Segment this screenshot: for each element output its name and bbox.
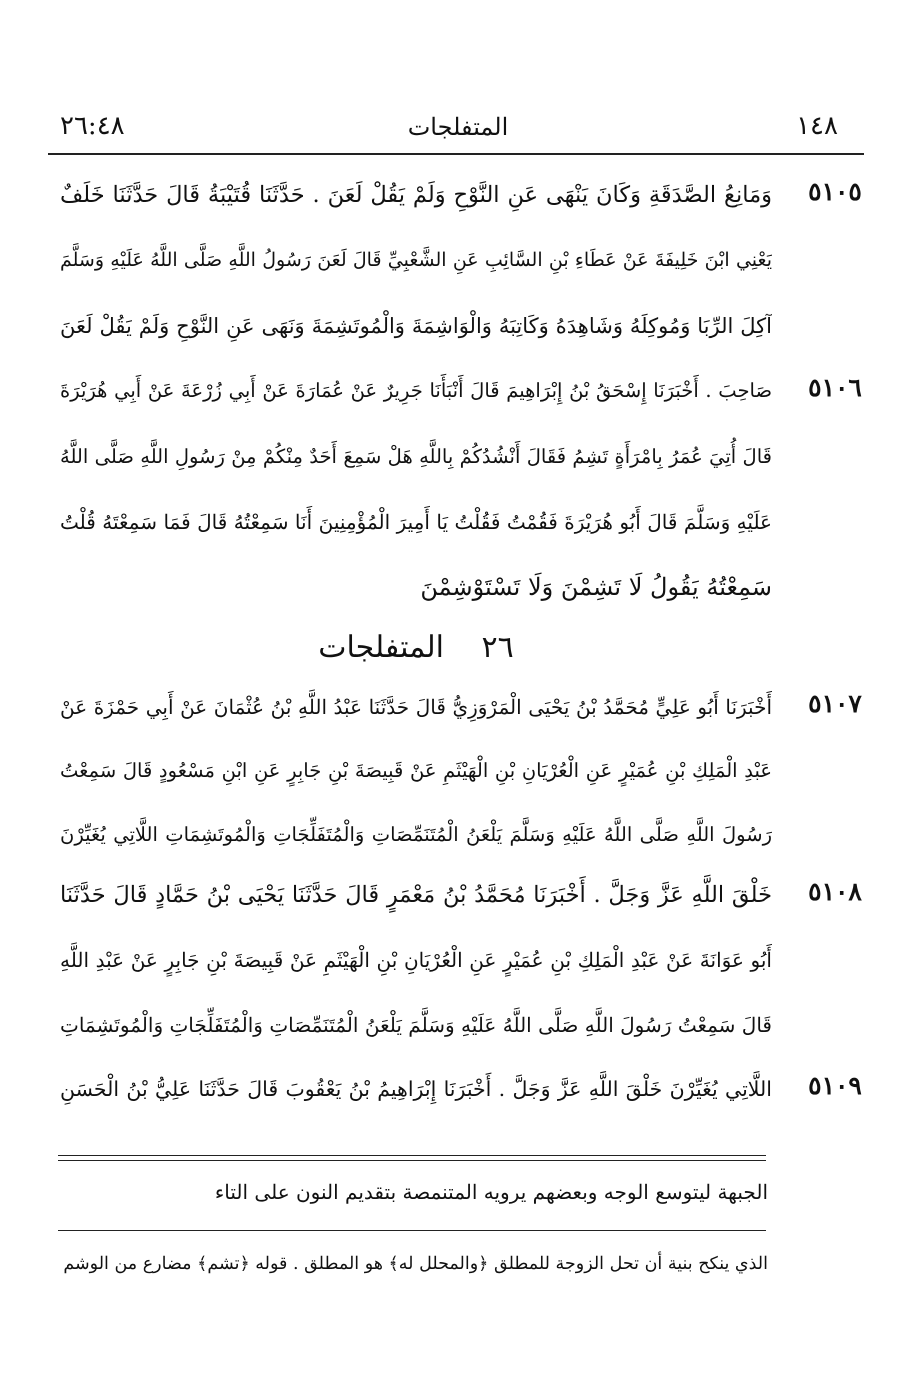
hadith-number-5106: ٥١٠٦: [808, 373, 862, 402]
running-title: المتفلجات: [407, 113, 509, 141]
text-line: عَلَيْهِ وَسَلَّمَ قَالَ أَبُو هُرَيْرَةَ فَقُمْتُ فَقُلْتُ يَا أَمِيرَ الْمُؤْمِنِينَ أَنَا سَمِعْتُهُ قَالَ فَمَا سَمِعْتَهُ قُلْتُ: [60, 510, 772, 534]
chapter-heading: [60, 630, 772, 665]
text-line: أَبُو عَوَانَةَ عَنْ عَبْدِ الْمَلِكِ بْنِ عُمَيْرٍ عَنِ الْعُرْيَانِ بْنِ الْهَيْثَمِ عَنْ قَبِيصَةَ بْنِ جَابِرٍ عَنْ عَبْدِ اللَّهِ: [60, 948, 772, 972]
footnote-line: الذي ينكح بنية أن تحل الزوجة للمطلق ﴿والمحلل له﴾ هو المطلق . قوله ﴿تشم﴾ مضارع من الوشم: [63, 1254, 768, 1274]
text-line: اللَّاتِي يُغَيِّرْنَ خَلْقَ اللَّهِ عَزَّ وَجَلَّ . أَخْبَرَنَا إِبْرَاهِيمُ بْنُ يَعْقُوبَ قَالَ حَدَّثَنَا عَلِيُّ بْنُ الْحَسَنِ: [60, 1077, 772, 1101]
footnote-divider: [58, 1155, 766, 1156]
hadith-number-5107: ٥١٠٧: [808, 689, 862, 718]
page-header: [48, 105, 868, 155]
text-line: رَسُولَ اللَّهِ صَلَّى اللَّهُ عَلَيْهِ وَسَلَّمَ يَلْعَنُ الْمُتَنَمِّصَاتِ وَالْمُتَفَلِّجَاتِ وَالْمُوتَشِمَاتِ اللَّاتِي يُغَيِّرْنَ: [60, 823, 772, 846]
chapter-number: ٢٦: [481, 630, 514, 665]
footnote-divider: [58, 1230, 766, 1231]
header-divider: [48, 153, 864, 155]
text-line: أَخْبَرَنَا أَبُو عَلِيٍّ مُحَمَّدُ بْنُ يَحْيَى الْمَرْوَزِيُّ قَالَ حَدَّثَنَا عَبْدُ اللَّهِ بْنُ عُثْمَانَ عَنْ أَبِي حَمْزَةَ عَنْ: [60, 695, 772, 719]
text-line: قَالَ أُتِيَ عُمَرُ بِامْرَأَةٍ تَشِمُ فَقَالَ أَنْشُدُكُمْ بِاللَّهِ هَلْ سَمِعَ أَحَدٌ مِنْكُمْ مِنْ رَسُولِ اللَّهِ صَلَّى اللَّهُ: [60, 445, 772, 468]
text-line: خَلْقَ اللَّهِ عَزَّ وَجَلَّ . أَخْبَرَنَا مُحَمَّدُ بْنُ مَعْمَرٍ قَالَ حَدَّثَنَا يَحْيَى بْنُ حَمَّادٍ قَالَ حَدَّثَنَا: [60, 882, 772, 908]
chapter-reference: ٢٦:٤٨: [60, 111, 125, 141]
text-line: صَاحِبَ . أَخْبَرَنَا إِسْحَقُ بْنُ إِبْرَاهِيمَ قَالَ أَنْبَأَنَا جَرِيرٌ عَنْ عُمَارَةَ عَنْ أَبِي زُرْعَةَ عَنْ أَبِي هُرَيْرَةَ: [60, 379, 772, 402]
text-line: عَبْدِ الْمَلِكِ بْنِ عُمَيْرٍ عَنِ الْعُرْيَانِ بْنِ الْهَيْثَمِ عَنْ قَبِيصَةَ بْنِ جَابِرٍ عَنِ ابْنِ مَسْعُودٍ قَالَ سَمِعْتُ: [60, 759, 772, 782]
hadith-number-5108: ٥١٠٨: [808, 877, 862, 906]
footnote-line: الجبهة ليتوسع الوجه وبعضهم يرويه المتنمصة بتقديم النون على التاء: [214, 1180, 768, 1204]
text-line: آكِلَ الرِّبَا وَمُوكِلَهُ وَشَاهِدَهُ وَكَاتِبَهُ وَالْوَاشِمَةَ وَالْمُوتَشِمَةَ وَنَهَى عَنِ النَّوْحِ وَلَمْ يَقُلْ لَعَنَ: [60, 314, 772, 338]
text-line: سَمِعْتُهُ يَقُولُ لَا تَشِمْنَ وَلَا تَسْتَوْشِمْنَ: [420, 573, 772, 601]
text-line: وَمَانِعُ الصَّدَقَةِ وَكَانَ يَنْهَى عَنِ النَّوْحِ وَلَمْ يَقُلْ لَعَنَ . حَدَّثَنَا قُتَيْبَةُ قَالَ حَدَّثَنَا خَلَفٌ: [60, 182, 772, 208]
chapter-title: المتفلجات: [318, 630, 444, 665]
page-number: ١٤٨: [796, 111, 838, 141]
text-line: قَالَ سَمِعْتُ رَسُولَ اللَّهِ صَلَّى اللَّهُ عَلَيْهِ وَسَلَّمَ يَلْعَنُ الْمُتَنَمِّصَاتِ وَالْمُتَفَلِّجَاتِ وَالْمُوتَشِمَاتِ: [60, 1013, 772, 1037]
hadith-number-5105: ٥١٠٥: [808, 177, 862, 206]
hadith-number-5109: ٥١٠٩: [808, 1071, 862, 1100]
text-line: يَعْنِي ابْنَ خَلِيفَةَ عَنْ عَطَاءِ بْنِ السَّائِبِ عَنِ الشَّعْبِيِّ قَالَ لَعَنَ رَسُولُ اللَّهِ صَلَّى اللَّهُ عَلَيْهِ وَسَلَّمَ: [60, 249, 772, 271]
footnote-divider: [58, 1160, 766, 1161]
